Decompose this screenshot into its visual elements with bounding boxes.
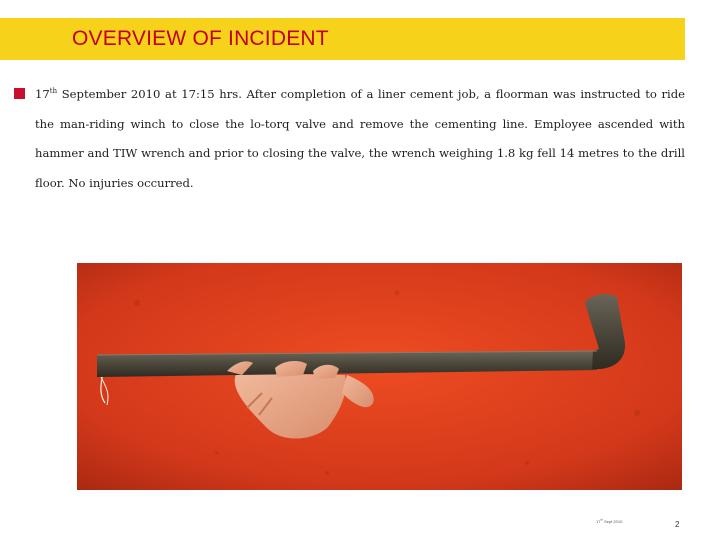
- incident-text: September 2010 at 17:15 hrs. After completion of a liner cement job, a floorman was instructed to ride the man-riding winch to close the lo-torq valve and remove the cementing line. Employee ascended with hammer and TIW wrench and prior to closing the valve, the wrench weighing 1.8 kg fell 14 metres to the drill floor. No injuries occurred.: [35, 87, 685, 190]
- footer-date-day: 17: [596, 519, 601, 524]
- footer-date: [596, 519, 622, 524]
- incident-day-suffix: th: [49, 87, 58, 96]
- wrench-photo: [77, 263, 682, 490]
- footer-date-suffix: th: [600, 517, 603, 522]
- incident-day: 17: [35, 87, 50, 101]
- bullet-marker: [14, 88, 25, 99]
- footer-date-rest: Sept 2010: [602, 519, 623, 524]
- page-number: 2: [675, 520, 680, 529]
- title-bar: [0, 18, 685, 60]
- incident-description: [35, 80, 685, 198]
- slide-title: OVERVIEW OF INCIDENT: [72, 27, 329, 50]
